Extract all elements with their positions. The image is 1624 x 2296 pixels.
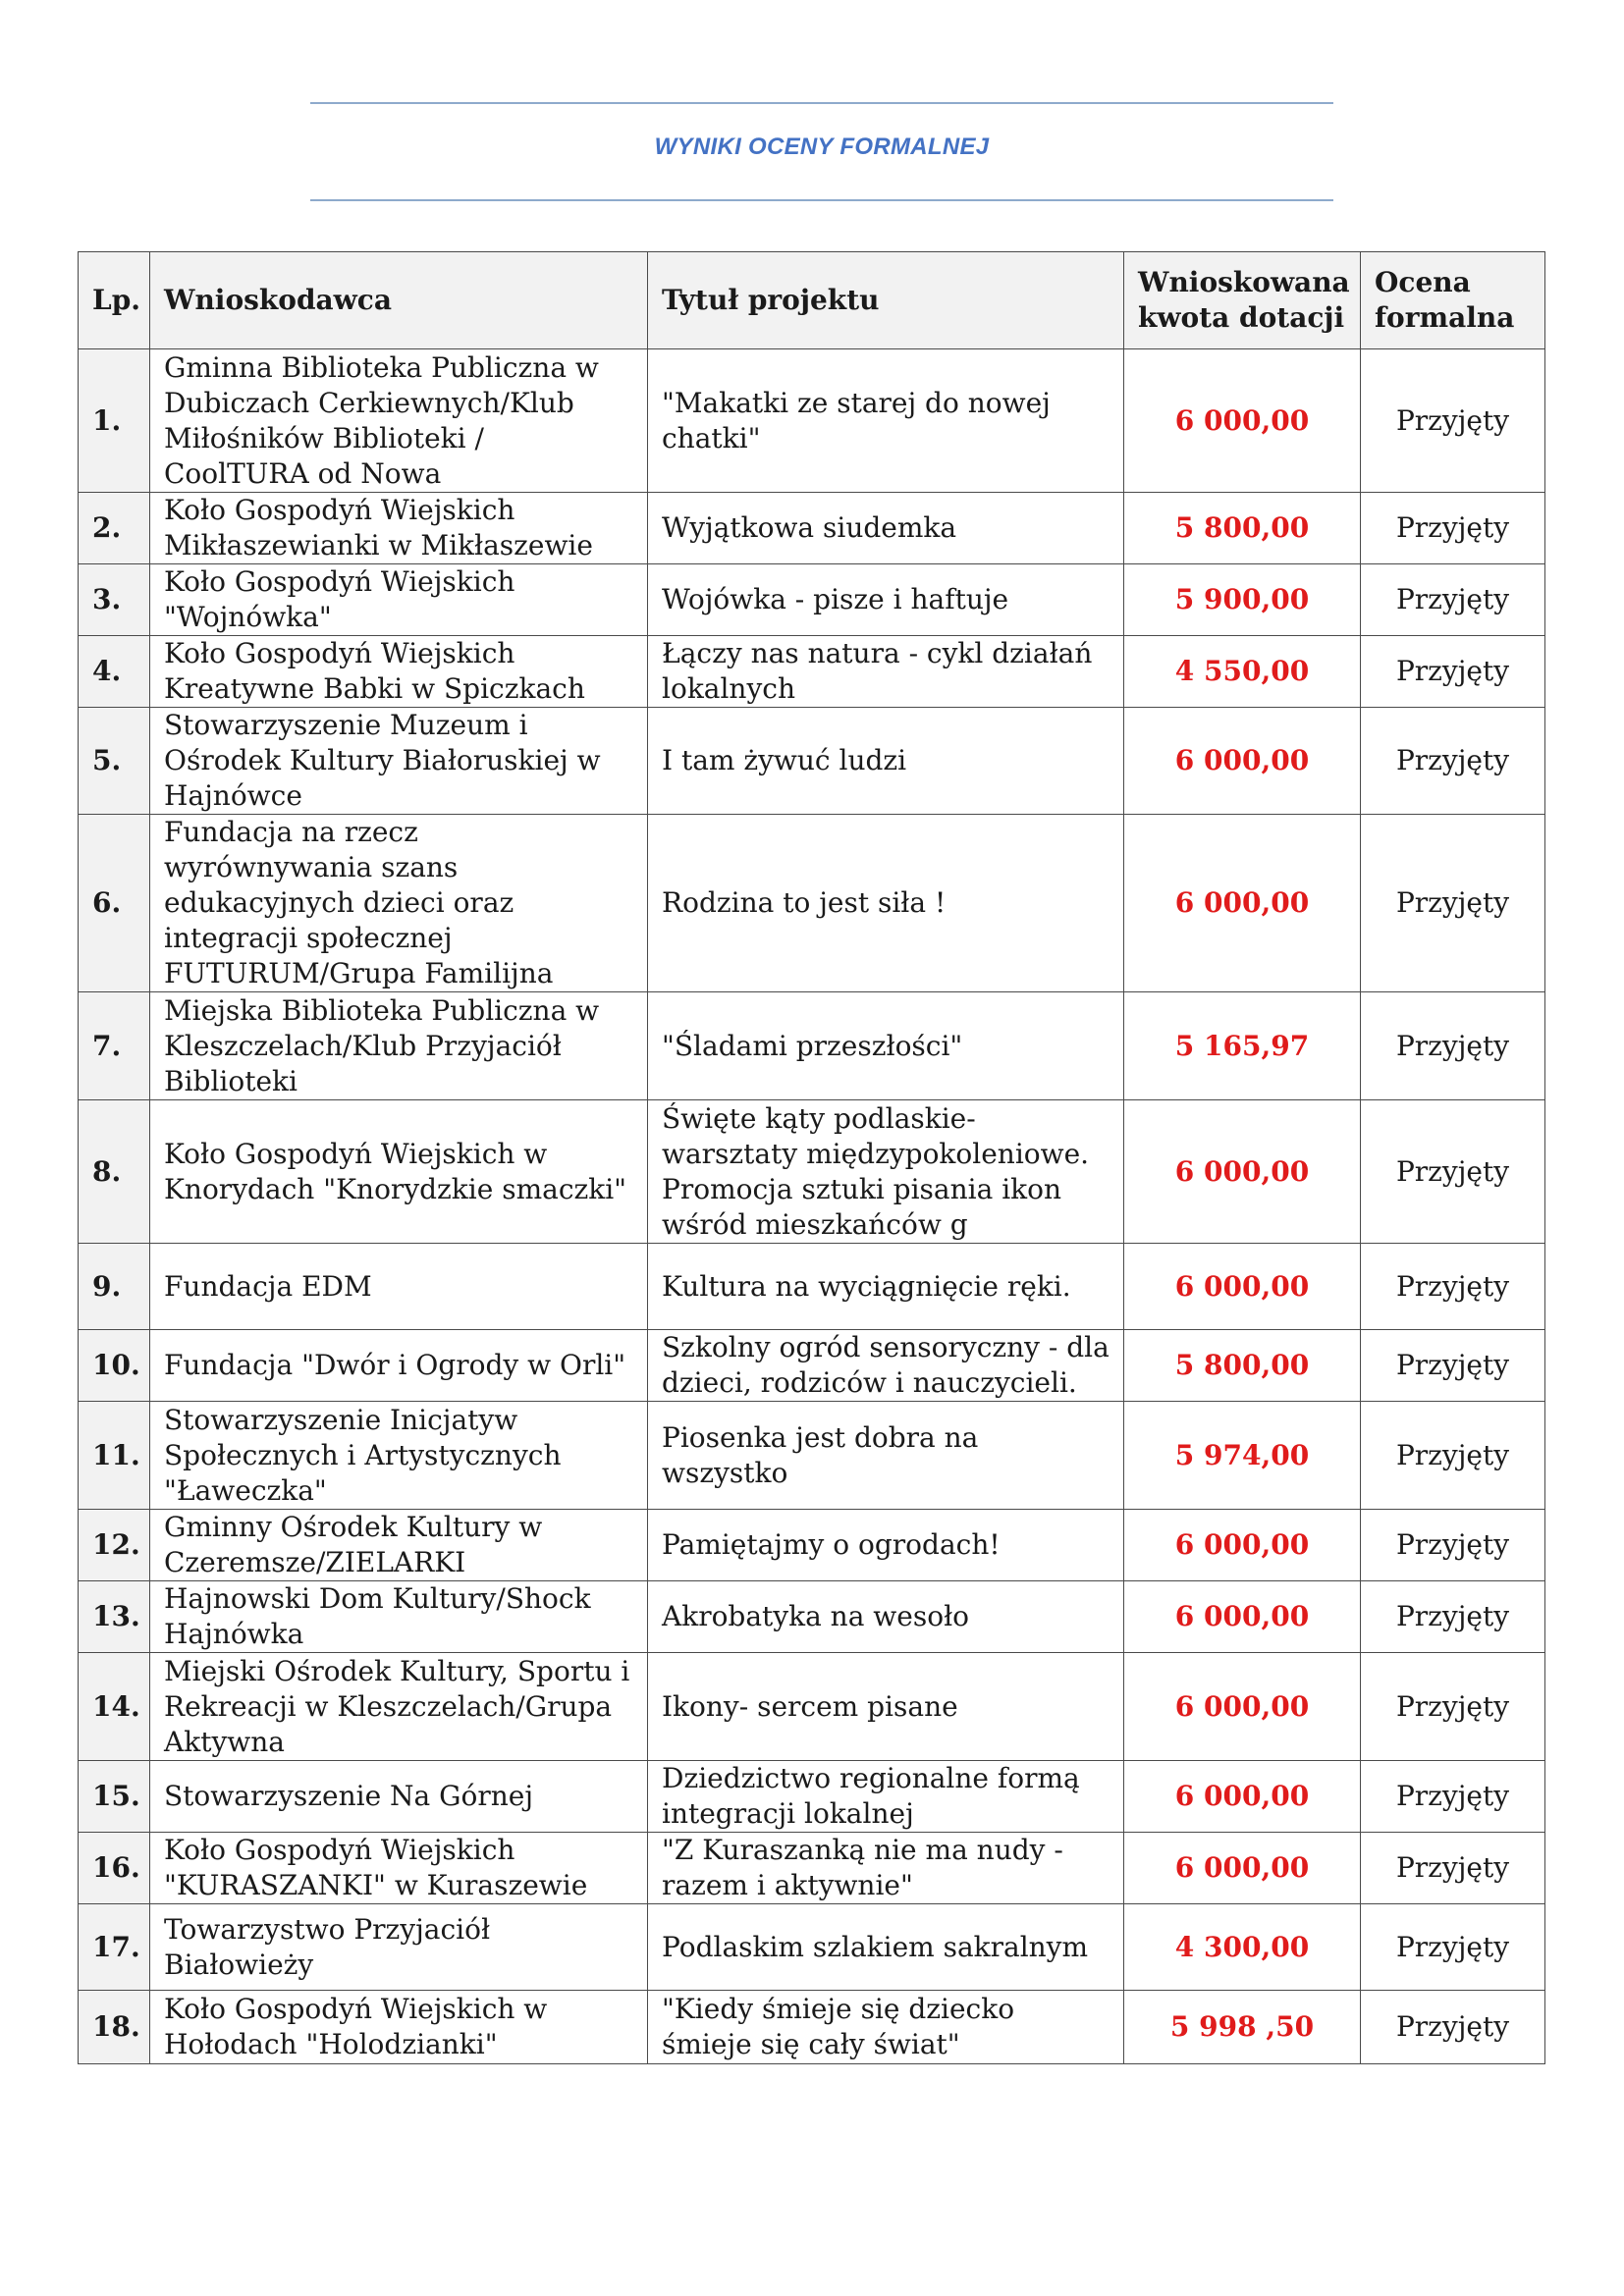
project-title-cell: "Makatki ze starej do nowej chatki": [648, 349, 1124, 493]
row-number: 3.: [79, 564, 150, 636]
evaluation-cell: Przyjęty: [1361, 564, 1545, 636]
project-title-cell: "Z Kuraszanką nie ma nudy - razem i aktywnie": [648, 1833, 1124, 1904]
evaluation-cell: Przyjęty: [1361, 708, 1545, 815]
applicant-cell: Koło Gospodyń Wiejskich Kreatywne Babki w Spiczkach: [150, 636, 648, 708]
project-title-cell: I tam żywuć ludzi: [648, 708, 1124, 815]
evaluation-cell: Przyjęty: [1361, 1904, 1545, 1991]
amount-cell: 5 800,00: [1124, 1330, 1361, 1402]
applicant-cell: Gminny Ośrodek Kultury w Czeremsze/ZIELARKI: [150, 1510, 648, 1581]
amount-cell: 6 000,00: [1124, 1653, 1361, 1761]
project-title-cell: Akrobatyka na wesoło: [648, 1581, 1124, 1653]
applicant-cell: Miejski Ośrodek Kultury, Sportu i Rekreacji w Kleszczelach/Grupa Aktywna: [150, 1653, 648, 1761]
document-heading: WYNIKI OCENY FORMALNEJ: [654, 133, 990, 160]
evaluation-cell: Przyjęty: [1361, 1100, 1545, 1244]
column-header-title: Tytuł projektu: [648, 252, 1124, 349]
evaluation-cell: Przyjęty: [1361, 493, 1545, 564]
applicant-cell: Koło Gospodyń Wiejskich w Knorydach "Knorydzkie smaczki": [150, 1100, 648, 1244]
table-row: [79, 1761, 1545, 1833]
project-title-cell: Podlaskim szlakiem sakralnym: [648, 1904, 1124, 1991]
amount-cell: 5 974,00: [1124, 1402, 1361, 1510]
applicant-cell: Stowarzyszenie Na Górnej: [150, 1761, 648, 1833]
amount-cell: 5 165,97: [1124, 992, 1361, 1100]
amount-cell: 6 000,00: [1124, 1833, 1361, 1904]
applicant-cell: Koło Gospodyń Wiejskich "Wojnówka": [150, 564, 648, 636]
table-row: [79, 636, 1545, 708]
table-body: [79, 349, 1545, 2064]
applicant-cell: Gminna Biblioteka Publiczna w Dubiczach Cerkiewnych/Klub Miłośników Biblioteki / CoolTURA od Nowa: [150, 349, 648, 493]
table-row: [79, 564, 1545, 636]
table-row: [79, 1904, 1545, 1991]
results-table: [78, 251, 1545, 2064]
amount-cell: 4 550,00: [1124, 636, 1361, 708]
evaluation-cell: Przyjęty: [1361, 1833, 1545, 1904]
applicant-cell: Towarzystwo Przyjaciół Białowieży: [150, 1904, 648, 1991]
table-row: [79, 1510, 1545, 1581]
table-row: [79, 1653, 1545, 1761]
project-title-cell: Kultura na wyciągnięcie ręki.: [648, 1244, 1124, 1330]
row-number: 6.: [79, 815, 150, 992]
evaluation-cell: Przyjęty: [1361, 636, 1545, 708]
applicant-cell: Stowarzyszenie Inicjatyw Społecznych i Artystycznych "Ławeczka": [150, 1402, 648, 1510]
row-number: 1.: [79, 349, 150, 493]
evaluation-cell: Przyjęty: [1361, 992, 1545, 1100]
row-number: 18.: [79, 1991, 150, 2064]
evaluation-cell: Przyjęty: [1361, 1402, 1545, 1510]
amount-cell: 6 000,00: [1124, 708, 1361, 815]
table-row: [79, 1581, 1545, 1653]
row-number: 5.: [79, 708, 150, 815]
amount-cell: 6 000,00: [1124, 1510, 1361, 1581]
table-row: [79, 1402, 1545, 1510]
amount-cell: 6 000,00: [1124, 1244, 1361, 1330]
project-title-cell: Dziedzictwo regionalne formą integracji lokalnej: [648, 1761, 1124, 1833]
row-number: 7.: [79, 992, 150, 1100]
project-title-cell: Wyjątkowa siudemka: [648, 493, 1124, 564]
table-row: [79, 1833, 1545, 1904]
column-header-lp: Lp.: [79, 252, 150, 349]
table-row: [79, 1100, 1545, 1244]
evaluation-cell: Przyjęty: [1361, 1581, 1545, 1653]
project-title-cell: "Kiedy śmieje się dziecko śmieje się cały świat": [648, 1991, 1124, 2064]
evaluation-cell: Przyjęty: [1361, 1653, 1545, 1761]
table-row: [79, 815, 1545, 992]
applicant-cell: Koło Gospodyń Wiejskich Mikłaszewianki w Mikłaszewie: [150, 493, 648, 564]
table-row: [79, 708, 1545, 815]
applicant-cell: Koło Gospodyń Wiejskich w Hołodach "Holodzianki": [150, 1991, 648, 2064]
row-number: 17.: [79, 1904, 150, 1991]
column-header-applicant: Wnioskodawca: [150, 252, 648, 349]
row-number: 4.: [79, 636, 150, 708]
table-row: [79, 1244, 1545, 1330]
row-number: 2.: [79, 493, 150, 564]
row-number: 11.: [79, 1402, 150, 1510]
project-title-cell: Wojówka - pisze i haftuje: [648, 564, 1124, 636]
row-number: 8.: [79, 1100, 150, 1244]
row-number: 13.: [79, 1581, 150, 1653]
table-row: [79, 992, 1545, 1100]
applicant-cell: Stowarzyszenie Muzeum i Ośrodek Kultury Białoruskiej w Hajnówce: [150, 708, 648, 815]
row-number: 10.: [79, 1330, 150, 1402]
project-title-cell: Szkolny ogród sensoryczny - dla dzieci, rodziców i nauczycieli.: [648, 1330, 1124, 1402]
amount-cell: 6 000,00: [1124, 1761, 1361, 1833]
applicant-cell: Fundacja EDM: [150, 1244, 648, 1330]
applicant-cell: Koło Gospodyń Wiejskich "KURASZANKI" w Kuraszewie: [150, 1833, 648, 1904]
column-header-evaluation: Ocena formalna: [1361, 252, 1545, 349]
project-title-cell: Piosenka jest dobra na wszystko: [648, 1402, 1124, 1510]
project-title-cell: Święte kąty podlaskie- warsztaty międzypokoleniowe. Promocja sztuki pisania ikon wśród mieszkańców g: [648, 1100, 1124, 1244]
row-number: 16.: [79, 1833, 150, 1904]
evaluation-cell: Przyjęty: [1361, 1330, 1545, 1402]
evaluation-cell: Przyjęty: [1361, 349, 1545, 493]
table-header-row: [79, 252, 1545, 349]
table-row: [79, 1991, 1545, 2064]
row-number: 15.: [79, 1761, 150, 1833]
project-title-cell: Rodzina to jest siła !: [648, 815, 1124, 992]
project-title-cell: Łączy nas natura - cykl działań lokalnych: [648, 636, 1124, 708]
evaluation-cell: Przyjęty: [1361, 1244, 1545, 1330]
row-number: 12.: [79, 1510, 150, 1581]
table-row: [79, 1330, 1545, 1402]
project-title-cell: Ikony- sercem pisane: [648, 1653, 1124, 1761]
amount-cell: 6 000,00: [1124, 349, 1361, 493]
amount-cell: 5 800,00: [1124, 493, 1361, 564]
amount-cell: 6 000,00: [1124, 1581, 1361, 1653]
applicant-cell: Hajnowski Dom Kultury/Shock Hajnówka: [150, 1581, 648, 1653]
amount-cell: 5 900,00: [1124, 564, 1361, 636]
amount-cell: 4 300,00: [1124, 1904, 1361, 1991]
row-number: 9.: [79, 1244, 150, 1330]
evaluation-cell: Przyjęty: [1361, 815, 1545, 992]
applicant-cell: Miejska Biblioteka Publiczna w Kleszczelach/Klub Przyjaciół Biblioteki: [150, 992, 648, 1100]
project-title-cell: "Śladami przeszłości": [648, 992, 1124, 1100]
heading-bottom-rule: [310, 199, 1333, 201]
evaluation-cell: Przyjęty: [1361, 1510, 1545, 1581]
evaluation-cell: Przyjęty: [1361, 1761, 1545, 1833]
table-row: [79, 493, 1545, 564]
amount-cell: 5 998 ,50: [1124, 1991, 1361, 2064]
heading-top-rule: [310, 102, 1333, 104]
column-header-amount: Wnioskowana kwota dotacji: [1124, 252, 1361, 349]
project-title-cell: Pamiętajmy o ogrodach!: [648, 1510, 1124, 1581]
table-row: [79, 349, 1545, 493]
applicant-cell: Fundacja "Dwór i Ogrody w Orli": [150, 1330, 648, 1402]
evaluation-cell: Przyjęty: [1361, 1991, 1545, 2064]
row-number: 14.: [79, 1653, 150, 1761]
applicant-cell: Fundacja na rzecz wyrównywania szans edukacyjnych dzieci oraz integracji społecznej FUTURUM/Grupa Familijna: [150, 815, 648, 992]
amount-cell: 6 000,00: [1124, 1100, 1361, 1244]
amount-cell: 6 000,00: [1124, 815, 1361, 992]
